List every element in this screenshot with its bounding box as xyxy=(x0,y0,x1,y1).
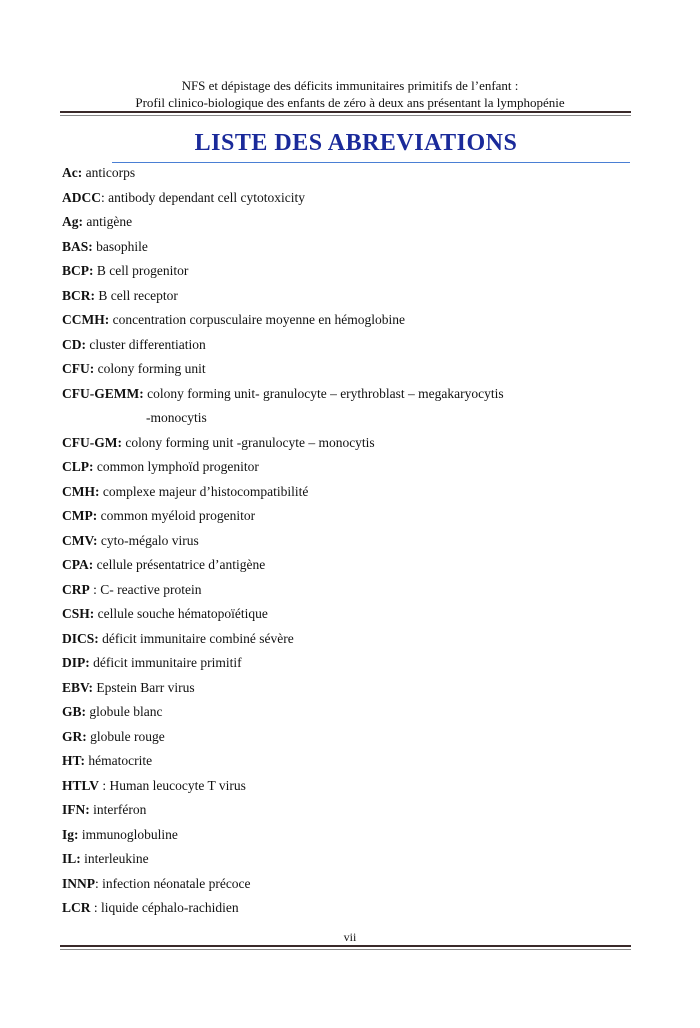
abbreviation-term: GB: xyxy=(62,704,87,719)
abbreviation-item xyxy=(62,679,642,704)
abbreviation-item xyxy=(62,507,642,532)
abbreviation-item xyxy=(62,899,642,924)
abbreviation-item xyxy=(62,238,642,263)
abbreviation-term: CLP: xyxy=(62,459,94,474)
abbreviation-item xyxy=(62,311,642,336)
abbreviation-definition: déficit immunitaire primitif xyxy=(89,655,242,670)
abbreviation-definition: common lymphoïd progenitor xyxy=(93,459,259,474)
abbreviation-definition: B cell progenitor xyxy=(93,263,189,278)
abbreviation-term: CMH: xyxy=(62,483,100,499)
abbreviation-definition: : C- reactive protein xyxy=(89,581,202,597)
abbreviation-item xyxy=(62,360,642,385)
abbreviation-term: BCP: xyxy=(62,263,94,278)
abbreviation-term: DICS: xyxy=(62,630,99,646)
abbreviation-term: EBV: xyxy=(62,679,94,695)
abbreviation-item xyxy=(62,262,642,287)
abbreviation-item xyxy=(62,385,642,410)
abbreviation-definition: : infection néonatale précoce xyxy=(95,875,251,891)
abbreviation-definition: : antibody dependant cell cytotoxicity xyxy=(101,189,305,205)
abbreviation-definition: interféron xyxy=(89,802,147,817)
abbreviation-term: CFU: xyxy=(62,361,95,376)
abbreviation-term: CD: xyxy=(62,336,86,352)
abbreviation-definition: globule rouge xyxy=(86,728,165,744)
abbreviation-term: CMP: xyxy=(62,508,98,523)
abbreviation-term: CSH: xyxy=(62,606,95,621)
abbreviation-term: Ig: xyxy=(62,826,79,842)
abbreviation-term: IL: xyxy=(62,851,81,866)
abbreviation-term: DIP: xyxy=(62,655,90,670)
abbreviation-term: CFU-GM: xyxy=(62,434,122,450)
abbreviation-term: INNP xyxy=(62,875,95,891)
abbreviation-list xyxy=(62,164,642,924)
abbreviation-definition: colony forming unit xyxy=(94,361,206,376)
abbreviation-definition: concentration corpusculaire moyenne en hémoglobine xyxy=(109,312,406,327)
abbreviation-item xyxy=(62,654,642,679)
abbreviation-item xyxy=(62,483,642,508)
abbreviation-definition: hématocrite xyxy=(85,753,153,768)
running-header xyxy=(0,77,700,111)
abbreviation-item xyxy=(62,409,642,434)
abbreviation-term: GR: xyxy=(62,728,87,744)
abbreviation-item xyxy=(62,458,642,483)
title-underline xyxy=(112,162,630,163)
abbreviation-definition: colony forming unit -granulocyte – monocytis xyxy=(121,434,375,450)
abbreviation-term: CMV: xyxy=(62,532,98,548)
abbreviation-definition: Epstein Barr virus xyxy=(93,679,195,695)
abbreviation-definition: -monocytis xyxy=(146,410,207,425)
abbreviation-term: Ac: xyxy=(62,165,83,180)
abbreviation-item xyxy=(62,850,642,875)
abbreviation-term: HTLV xyxy=(62,777,100,793)
abbreviation-item xyxy=(62,532,642,557)
footer-rule xyxy=(60,945,631,947)
abbreviation-definition: globule blanc xyxy=(86,704,163,719)
abbreviation-definition: common myéloid progenitor xyxy=(97,508,256,523)
abbreviation-item xyxy=(62,189,642,214)
abbreviation-item xyxy=(62,336,642,361)
abbreviation-item xyxy=(62,581,642,606)
abbreviation-definition: B cell receptor xyxy=(95,287,178,303)
abbreviation-item xyxy=(62,164,642,189)
page-number: vii xyxy=(343,930,357,944)
abbreviation-term: CPA: xyxy=(62,557,94,572)
abbreviation-item xyxy=(62,213,642,238)
header-line-2: Profil clinico-biologique des enfants de zéro à deux ans présentant la lymphopénie xyxy=(135,95,565,110)
abbreviation-term: CFU-GEMM: xyxy=(62,385,144,401)
abbreviation-term: CRP xyxy=(62,581,90,597)
abbreviation-term: HT: xyxy=(62,753,85,768)
abbreviation-item xyxy=(62,777,642,802)
abbreviation-term: LCR xyxy=(62,900,91,915)
footer-rule-thin xyxy=(60,949,631,950)
abbreviation-definition: interleukine xyxy=(80,851,149,866)
abbreviation-item xyxy=(62,287,642,312)
abbreviation-item xyxy=(62,752,642,777)
abbreviation-item xyxy=(62,875,642,900)
abbreviation-item xyxy=(62,728,642,753)
header-rule-thin xyxy=(60,115,631,116)
abbreviation-definition: cluster differentiation xyxy=(86,336,206,352)
abbreviation-definition: antigène xyxy=(83,214,133,229)
abbreviation-definition: cellule souche hématopoïétique xyxy=(94,606,268,621)
abbreviation-definition: anticorps xyxy=(82,165,136,180)
abbreviation-item xyxy=(62,703,642,728)
abbreviation-term: IFN: xyxy=(62,802,90,817)
abbreviation-definition: complexe majeur d’histocompatibilité xyxy=(99,483,309,499)
abbreviation-definition: immunoglobuline xyxy=(78,826,178,842)
header-rule xyxy=(60,111,631,113)
abbreviation-definition: cellule présentatrice d’antigène xyxy=(93,557,266,572)
abbreviation-term: CCMH: xyxy=(62,312,110,327)
abbreviation-definition: cyto-mégalo virus xyxy=(97,532,199,548)
abbreviation-term: ADCC xyxy=(62,189,101,205)
abbreviation-definition: basophile xyxy=(92,238,148,254)
abbreviation-term: Ag: xyxy=(62,214,83,229)
abbreviation-definition: : Human leucocyte T virus xyxy=(99,777,246,793)
header-line-1: NFS et dépistage des déficits immunitaires primitifs de l’enfant : xyxy=(181,78,519,93)
abbreviation-term: BAS: xyxy=(62,238,93,254)
abbreviation-item xyxy=(62,605,642,630)
abbreviation-definition: : liquide céphalo-rachidien xyxy=(90,900,239,915)
abbreviation-definition: déficit immunitaire combiné sévère xyxy=(98,630,294,646)
abbreviation-item xyxy=(62,630,642,655)
page-title: LISTE DES ABREVIATIONS xyxy=(194,130,518,156)
abbreviation-item xyxy=(62,801,642,826)
abbreviation-item xyxy=(62,556,642,581)
abbreviation-item xyxy=(62,434,642,459)
abbreviation-definition: colony forming unit- granulocyte – erythroblast – megakaryocytis xyxy=(143,385,504,401)
abbreviation-item xyxy=(62,826,642,851)
abbreviation-term: BCR: xyxy=(62,287,95,303)
